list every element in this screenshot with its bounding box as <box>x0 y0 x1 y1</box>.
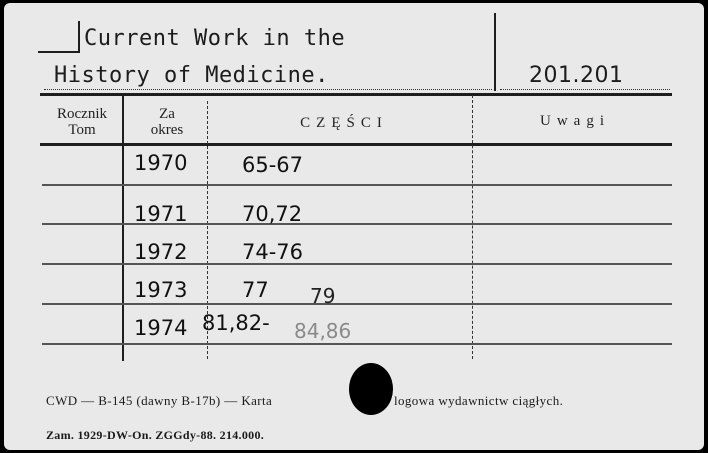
row-1973-extra: 79 <box>310 284 336 308</box>
footer-print-info: Zam. 1929-DW-On. ZGGdy-88. 214.000. <box>46 428 265 442</box>
catalog-card <box>4 3 704 450</box>
row-rule <box>42 343 672 345</box>
punch-hole <box>349 363 393 415</box>
row-1972-year: 1972 <box>134 240 188 264</box>
title-corner-bottom <box>38 51 80 53</box>
row-rule <box>42 184 672 186</box>
column-divider-czesci <box>472 95 473 359</box>
title-corner-side <box>78 21 80 53</box>
row-1974-pencil-note: 84,86 <box>294 319 352 343</box>
call-number: 201.201 <box>529 63 624 88</box>
header-za-okres: Za okres <box>150 106 184 138</box>
header-uwagi: Uwagi <box>540 113 610 129</box>
row-1971-parts: 70,72 <box>242 202 303 226</box>
header-bottom-rule <box>40 143 672 146</box>
row-rule <box>42 303 672 305</box>
call-number-underline-dots <box>500 89 670 90</box>
title-line-1: Current Work in the <box>84 26 346 51</box>
row-1970-year: 1970 <box>134 151 188 175</box>
header-top-rule <box>40 93 672 96</box>
header-rocznik: Rocznik Tom <box>57 106 107 138</box>
title-line-2: History of Medicine. <box>54 63 329 88</box>
footer-form-desc: logowa wydawnictw ciągłych. <box>394 393 564 408</box>
row-1970-parts: 65-67 <box>242 153 304 177</box>
call-number-divider <box>494 13 496 91</box>
header-czesci: CZĘŚCI <box>300 115 388 131</box>
row-1974-parts: 81,82- <box>202 311 270 335</box>
row-1974-year: 1974 <box>134 316 188 340</box>
row-1971-year: 1971 <box>134 202 188 226</box>
row-1973-parts: 77 <box>242 278 269 302</box>
column-divider-rocznik <box>122 96 124 361</box>
title-underline-dots <box>44 89 492 90</box>
footer-form-code: CWD — B-145 (dawny B-17b) — Karta <box>46 393 273 408</box>
row-1973-year: 1973 <box>134 278 188 302</box>
row-1972-parts: 74-76 <box>242 240 304 264</box>
